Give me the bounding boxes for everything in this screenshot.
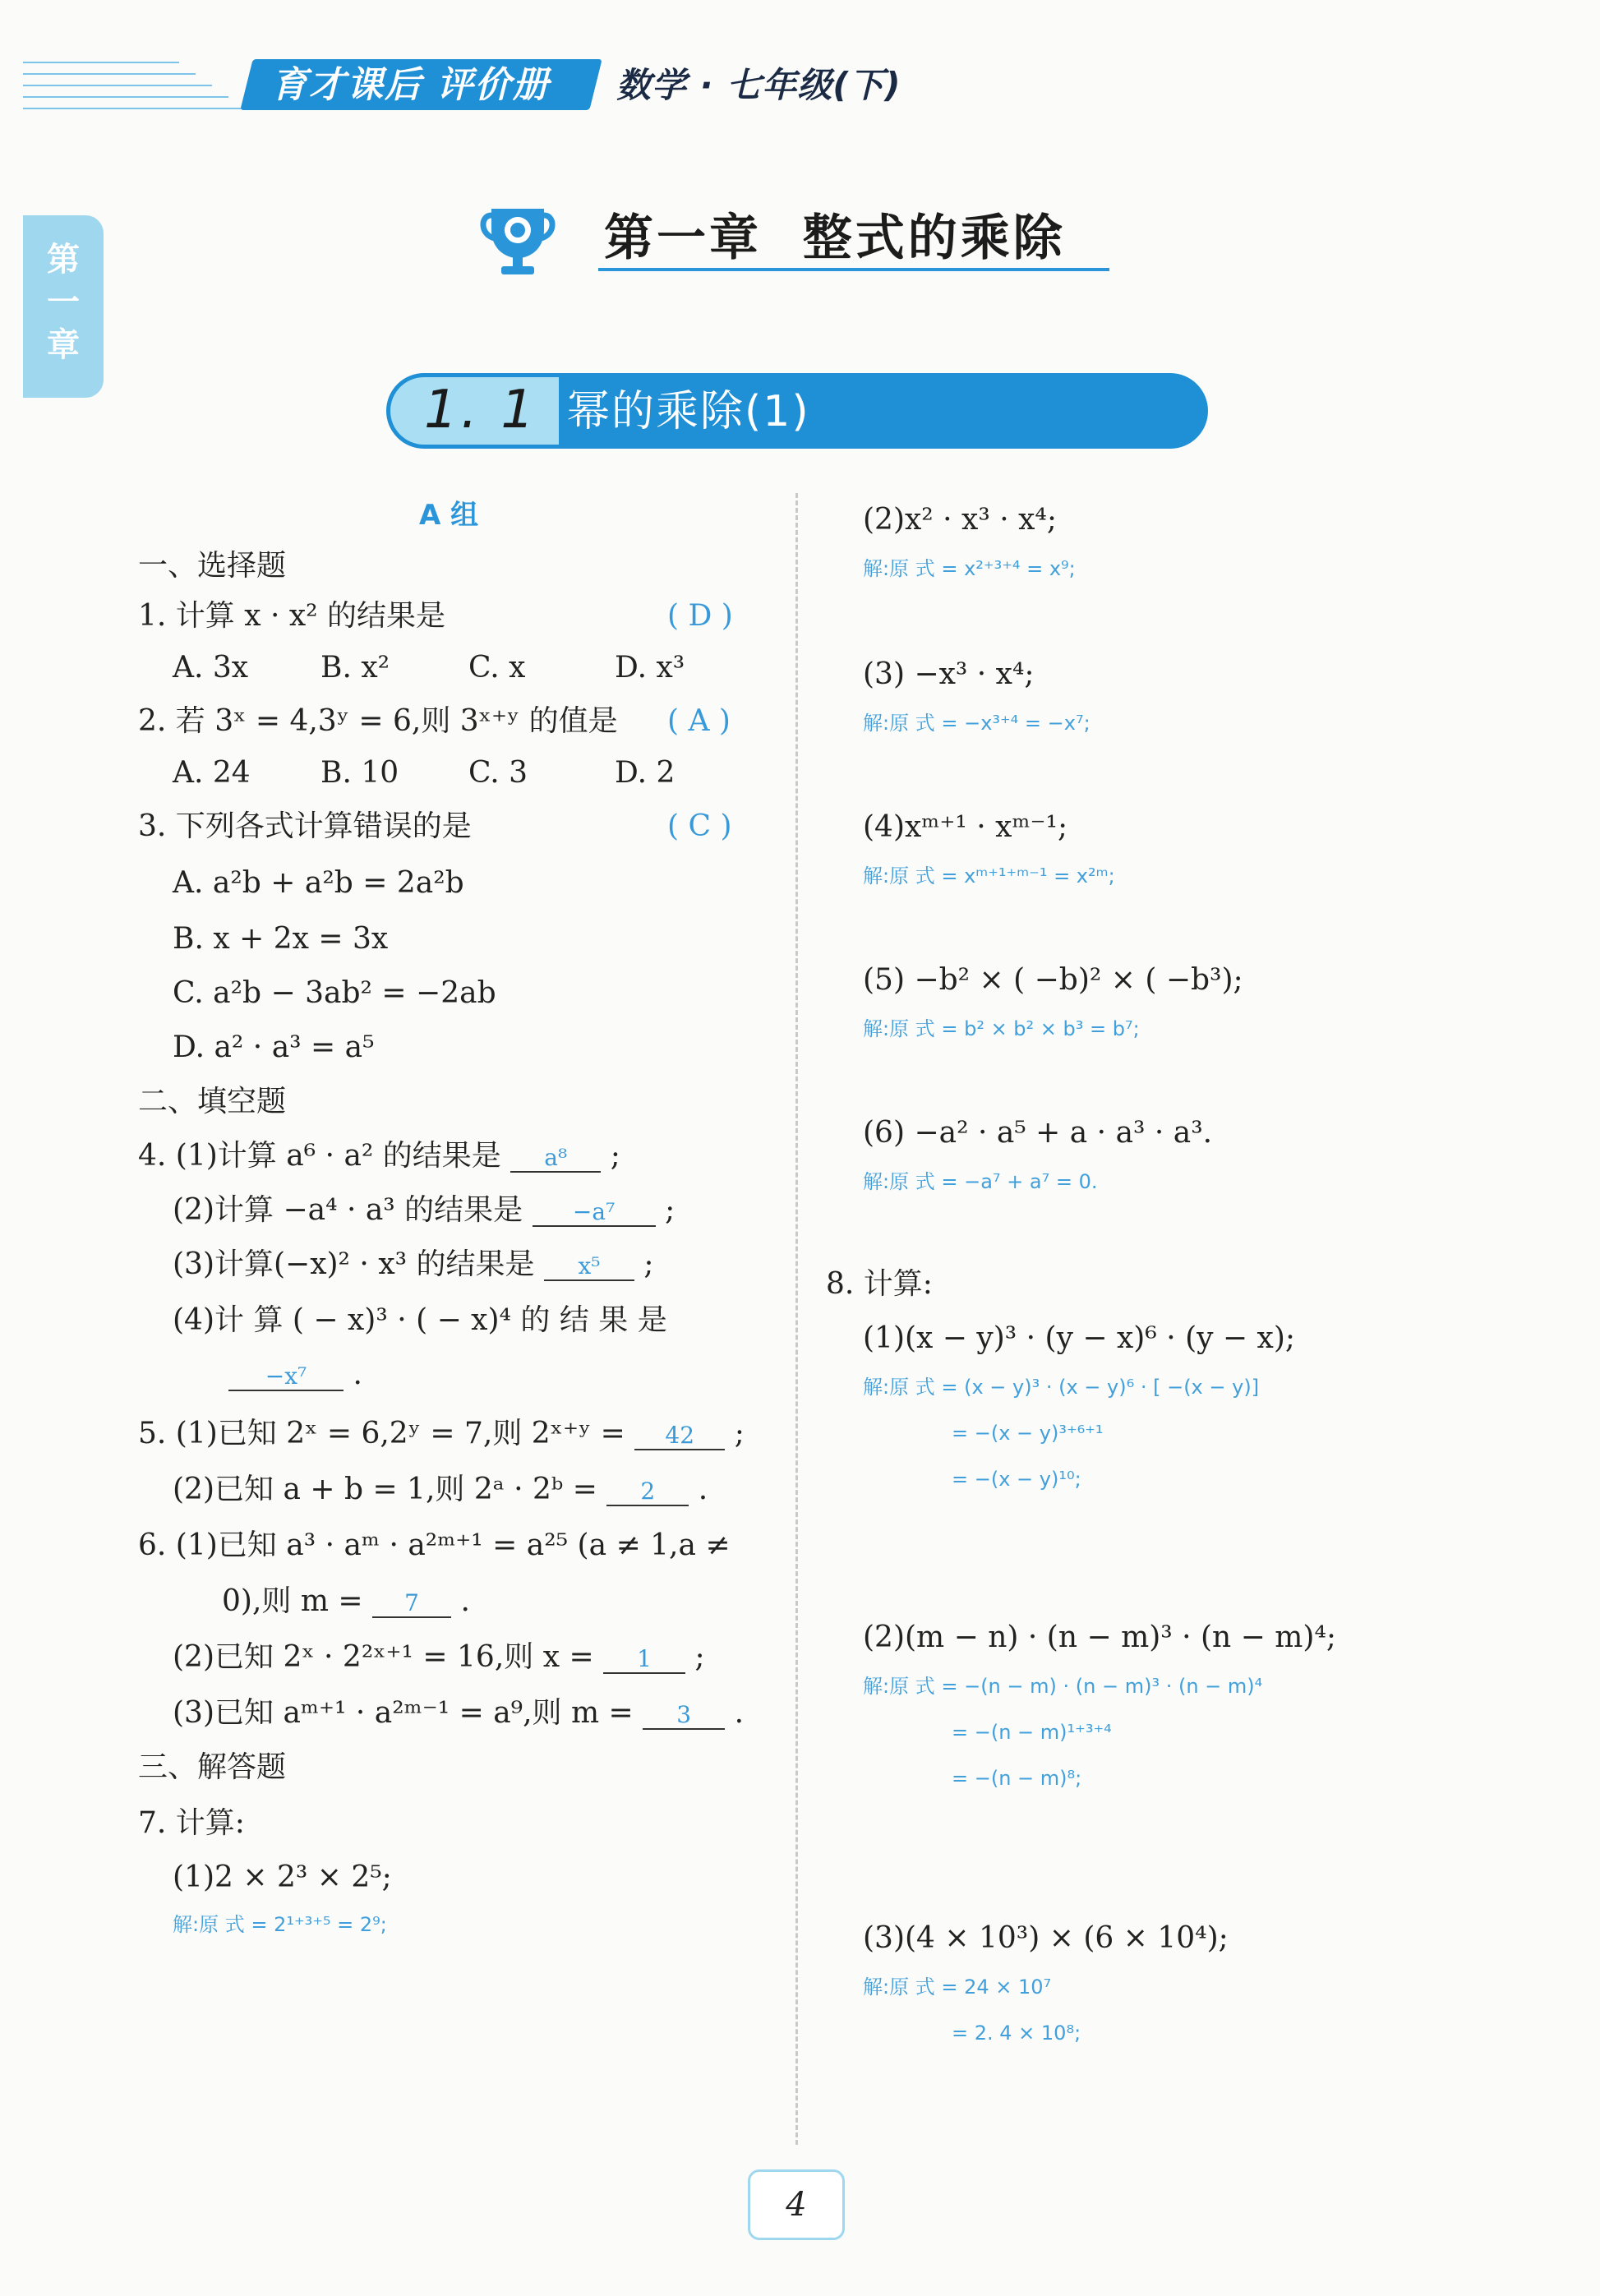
section-number: 1. 1 <box>423 380 538 440</box>
q6-2-stem: (2)已知 2ˣ · 2²ˣ⁺¹ = 16,则 x = <box>173 1640 594 1674</box>
q2-answer: ( A ) <box>667 704 731 738</box>
q4-2 <box>173 1192 675 1229</box>
q3-stem: 3. 下列各式计算错误的是 <box>138 809 472 843</box>
part1-heading: 一、选择题 <box>138 549 287 583</box>
page-number: 4 <box>786 2186 807 2224</box>
q4-1-end: ; <box>610 1139 620 1173</box>
q3-option-b: B. x + 2x = 3x <box>173 922 389 956</box>
header-series: 育才课后 评价册 <box>271 64 551 106</box>
q8-3-solution-1: 解:原 式 = 24 × 10⁷ <box>863 1976 1052 1999</box>
q8-3-solution-2: = 2. 4 × 10⁸; <box>952 2022 1081 2045</box>
group-label: A 组 <box>419 499 479 532</box>
q4-2-stem: (2)计算 −a⁴ · a³ 的结果是 <box>173 1193 523 1227</box>
q4-4-end: . <box>353 1358 362 1391</box>
q5-2-end: . <box>698 1473 708 1506</box>
q5-1-answer: 42 <box>634 1422 725 1450</box>
q7-4: (4)xᵐ⁺¹ · xᵐ⁻¹; <box>863 810 1068 844</box>
q7-6-solution: 解:原 式 = −a⁷ + a⁷ = 0. <box>863 1170 1098 1193</box>
q1-stem: 1. 计算 x · x² 的结果是 <box>138 599 446 633</box>
q1-option-d: D. x³ <box>615 651 685 685</box>
q6-3-stem: (3)已知 aᵐ⁺¹ · a²ᵐ⁻¹ = a⁹,则 m = <box>173 1696 634 1730</box>
q5-2-answer: 2 <box>606 1478 689 1506</box>
q3-option-a: A. a²b + a²b = 2a²b <box>173 866 464 900</box>
q8-stem: 8. 计算: <box>826 1267 933 1301</box>
q4-1-stem: 4. (1)计算 a⁶ · a² 的结果是 <box>138 1139 501 1173</box>
q4-3-end: ; <box>643 1247 654 1281</box>
q6-3-answer: 3 <box>643 1702 725 1730</box>
q6-3 <box>173 1694 744 1732</box>
part2-heading: 二、填空题 <box>138 1085 287 1118</box>
column-divider <box>795 493 798 2145</box>
q2-option-d: D. 2 <box>615 756 676 790</box>
q7-stem: 7. 计算: <box>138 1806 245 1840</box>
q1-answer: ( D ) <box>667 599 733 633</box>
q8-1-solution-2: = −(x − y)³⁺⁶⁺¹ <box>952 1422 1104 1445</box>
q8-2-solution-3: = −(n − m)⁸; <box>952 1767 1082 1790</box>
header-decor-lines <box>23 58 245 112</box>
trophy-icon <box>477 197 559 279</box>
header-subject: 数学 · 七年级(下) <box>616 65 901 105</box>
part3-heading: 三、解答题 <box>138 1750 287 1784</box>
section-title: 幂的乘除(1) <box>567 387 810 436</box>
q2-option-c: C. 3 <box>468 756 528 790</box>
q7-6: (6) −a² · a⁵ + a · a³ · a³. <box>863 1116 1213 1150</box>
q7-3: (3) −x³ · x⁴; <box>863 657 1035 691</box>
q5-1 <box>138 1415 745 1453</box>
q4-1-answer: a⁸ <box>510 1145 601 1173</box>
q7-5-solution: 解:原 式 = b² × b² × b³ = b⁷; <box>863 1017 1140 1040</box>
q7-4-solution: 解:原 式 = xᵐ⁺¹⁺ᵐ⁻¹ = x²ᵐ; <box>863 864 1115 888</box>
q4-3-stem: (3)计算(−x)² · x³ 的结果是 <box>173 1247 535 1281</box>
q4-4-line2 <box>228 1356 362 1394</box>
q4-2-answer: −a⁷ <box>533 1199 656 1227</box>
q7-5: (5) −b² × ( −b)² × ( −b³); <box>863 963 1243 997</box>
q2-stem: 2. 若 3ˣ = 4,3ʸ = 6,则 3ˣ⁺ʸ 的值是 <box>138 704 618 738</box>
q7-2-solution: 解:原 式 = x²⁺³⁺⁴ = x⁹; <box>863 557 1076 580</box>
q3-option-d: D. a² · a³ = a⁵ <box>173 1030 375 1064</box>
q1-option-b: B. x² <box>320 651 390 685</box>
q8-2: (2)(m − n) · (n − m)³ · (n − m)⁴; <box>863 1621 1337 1654</box>
q5-1-end: ; <box>734 1417 745 1450</box>
q7-3-solution: 解:原 式 = −x³⁺⁴ = −x⁷; <box>863 712 1090 735</box>
q8-1: (1)(x − y)³ · (y − x)⁶ · (y − x); <box>863 1321 1295 1355</box>
q4-4-stem: (4)计 算 ( − x)³ · ( − x)⁴ 的 结 果 是 <box>173 1303 667 1337</box>
q5-2 <box>173 1471 708 1509</box>
q1-option-c: C. x <box>468 651 526 685</box>
q2-option-b: B. 10 <box>320 756 399 790</box>
chapter-title-underline <box>598 268 1109 271</box>
chapter-side-tab-label: 第一章 <box>47 241 80 364</box>
q4-1 <box>138 1137 620 1175</box>
q4-3-answer: x⁵ <box>544 1253 634 1281</box>
q4-4-answer: −x⁷ <box>228 1363 344 1391</box>
q7-2: (2)x² · x³ · x⁴; <box>863 503 1057 537</box>
q6-2-answer: 1 <box>603 1646 685 1674</box>
q6-1-stem: 6. (1)已知 a³ · aᵐ · a²ᵐ⁺¹ = a²⁵ (a ≠ 1,a ≠ <box>138 1528 731 1562</box>
q5-1-stem: 5. (1)已知 2ˣ = 6,2ʸ = 7,则 2ˣ⁺ʸ = <box>138 1417 625 1450</box>
q3-answer: ( C ) <box>667 809 732 843</box>
q8-2-solution-2: = −(n − m)¹⁺³⁺⁴ <box>952 1721 1112 1744</box>
q1-option-a: A. 3x <box>173 651 249 685</box>
q8-3: (3)(4 × 10³) × (6 × 10⁴); <box>863 1921 1229 1955</box>
q8-1-solution-3: = −(x − y)¹⁰; <box>952 1468 1081 1491</box>
q8-1-solution-1: 解:原 式 = (x − y)³ · (x − y)⁶ · [ −(x − y)] <box>863 1376 1260 1399</box>
q7-1-solution: 解:原 式 = 2¹⁺³⁺⁵ = 2⁹; <box>173 1913 387 1936</box>
q2-option-a: A. 24 <box>173 756 251 790</box>
q7-1: (1)2 × 2³ × 2⁵; <box>173 1860 392 1894</box>
q8-2-solution-1: 解:原 式 = −(n − m) · (n − m)³ · (n − m)⁴ <box>863 1675 1263 1698</box>
q6-1-stem2: 0),则 m = <box>222 1584 363 1618</box>
q4-2-end: ; <box>665 1193 676 1227</box>
q6-2-end: ; <box>694 1640 705 1674</box>
q6-2 <box>173 1639 705 1676</box>
q6-3-end: . <box>734 1696 745 1730</box>
q3-option-c: C. a²b − 3ab² = −2ab <box>173 976 496 1010</box>
q6-1-end: . <box>460 1584 470 1618</box>
chapter-title: 第一章 整式的乘除 <box>604 210 1066 267</box>
q6-1-answer: 7 <box>372 1590 451 1618</box>
q6-1-line2 <box>222 1583 470 1621</box>
q4-3 <box>173 1246 654 1284</box>
q5-2-stem: (2)已知 a + b = 1,则 2ᵃ · 2ᵇ = <box>173 1473 597 1506</box>
